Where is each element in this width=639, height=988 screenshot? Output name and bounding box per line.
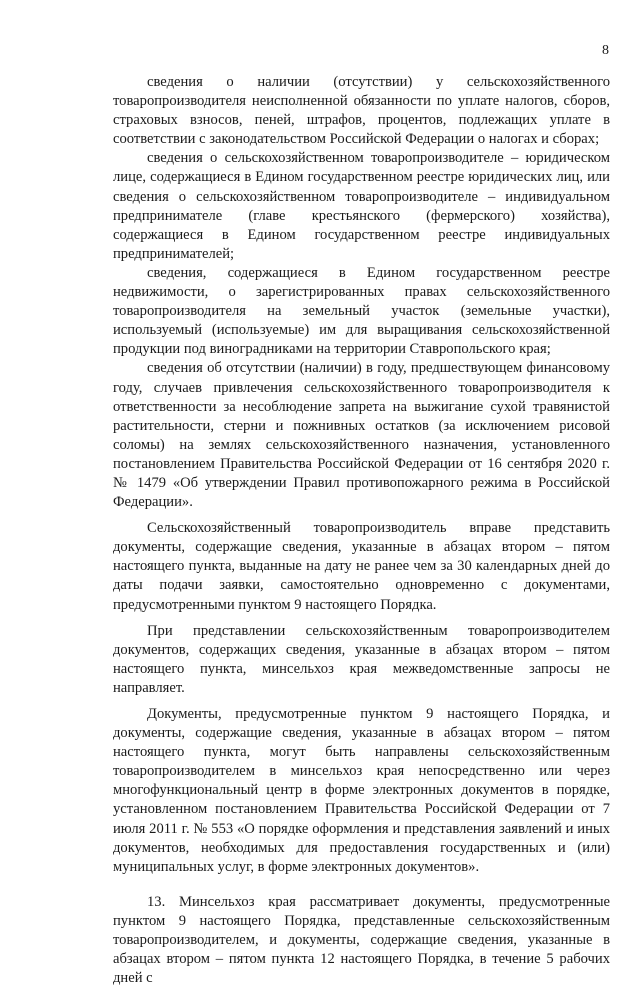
paragraph-real-estate-info: сведения, содержащиеся в Едином государственном реестре недвижимости, о зарегистрированных правах сельскохозяйственного товаропроизводителя на земельный участок (земельные участки), используемый (используемые) им для выращивания сельскохозяйственной продукции под виноградниками на территории Ставропольского края; [113,264,610,358]
paragraph-register-info: сведения о сельскохозяйственном товаропроизводителе – юридическом лице, содержащиеся в Едином государственном реестре юридических лиц, или сведения о сельскохозяйственном товаропроизводителе – индивидуальном предпринимателе (главе крестьянского (фермерского) хозяйства), содержащиеся в Едином государственном реестре индивидуальных предпринимателей; [113,150,610,262]
paragraph-burning-ban-info: сведения об отсутствии (наличии) в году, предшествующем финансовому году, случаев привлечения сельскохозяйственного товаропроизводителя к ответственности за несоблюдение запрета на выжигание сухой травянистой растительности, стерни и пожнивных остатков (за исключением рисовой соломы) на землях сельскохозяйственного назначения, установленного постановлением Правительства Российской Федерации от 16 сентября 2020 г. № 1479 «Об утверждении Правил противопожарного режима в Российской Федерации». [113,360,610,511]
document-body [113,73,610,988]
paragraph-electronic-submission: Документы, предусмотренные пунктом 9 настоящего Порядка, и документы, содержащие сведения, указанные в абзацах втором – пятом настоящего пункта, могут быть направлены сельскохозяйственным товаропроизводителем в минсельхоз края непосредственно или через многофункциональный центр в форме электронных документов в порядке, установленном постановлением Правительства Российской Федерации от 7 июля 2011 г. № 553 «О порядке оформления и представления заявлений и иных документов, необходимых для предоставления государственных и (или) муниципальных услуг, в форме электронных документов». [113,706,610,875]
paragraph-self-submission: Сельскохозяйственный товаропроизводитель вправе представить документы, содержащие сведения, указанные в абзацах втором – пятом настоящего пункта, выданные на дату не ранее чем за 30 календарных дней до даты подачи заявки, самостоятельно одновременно с документами, предусмотренными пунктом 9 настоящего Порядка. [113,520,610,613]
paragraph-tax-debt-info: сведения о наличии (отсутствии) у сельскохозяйственного товаропроизводителя неисполненной обязанности по уплате налогов, сборов, страховых взносов, пеней, штрафов, процентов, подлежащих уплате в соответствии с законодательством Российской Федерации о налогах и сборах; [113,74,610,148]
page-number: 8 [602,43,609,58]
paragraph-item-13: 13. Минсельхоз края рассматривает документы, предусмотренные пунктом 9 настоящего Порядка, представленные сельскохозяйственным товаропроизводителем, и документы, содержащие сведения, указанные в абзацах втором – пятом пункта 12 настоящего Порядка, в течение 5 рабочих дней с [113,893,610,987]
paragraph-no-interagency-requests: При представлении сельскохозяйственным товаропроизводителем документов, содержащих сведения, указанные в абзацах втором – пятом настоящего пункта, минсельхоз края межведомственные запросы не направляет. [113,622,610,696]
